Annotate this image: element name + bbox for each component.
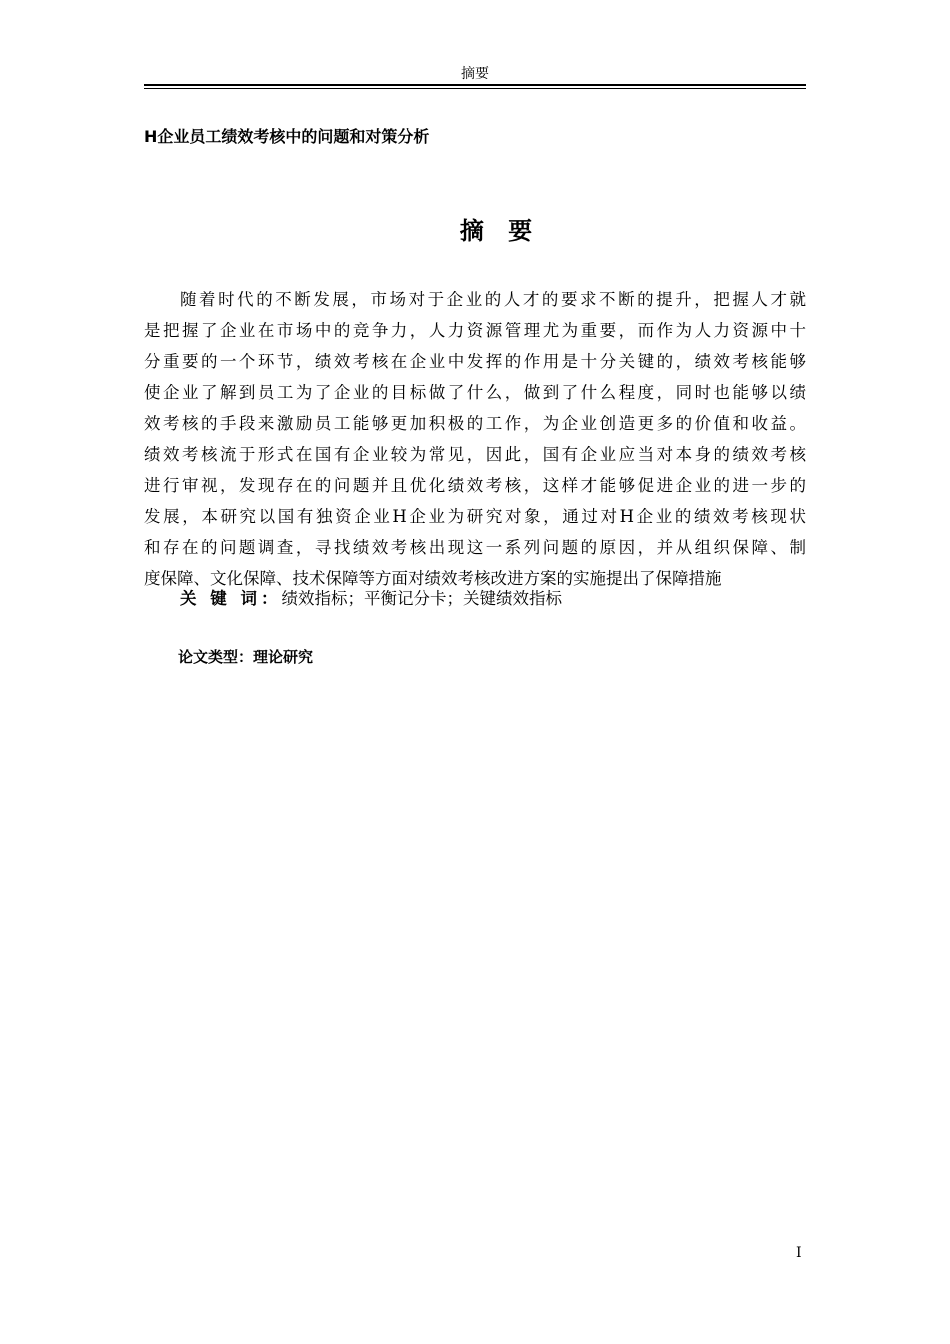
abstract-line: 使企业了解到员工为了企业的目标做了什么，做到了什么程度，同时也能够以绩: [144, 383, 806, 402]
abstract-body: [144, 284, 806, 594]
keywords-label: 关 键 词：: [180, 589, 282, 608]
paper-type: 论文类型：理论研究: [178, 648, 314, 666]
thesis-title: H企业员工绩效考核中的问题和对策分析: [144, 127, 430, 146]
abstract-line: 分重要的一个环节，绩效考核在企业中发挥的作用是十分关键的，绩效考核能够: [144, 352, 806, 371]
header-rule-thin: [144, 88, 806, 89]
page-number: I: [796, 1245, 802, 1261]
abstract-line: 效考核的手段来激励员工能够更加积极的工作，为企业创造更多的价值和收益。: [144, 414, 806, 433]
abstract-line: 随着时代的不断发展，市场对于企业的人才的要求不断的提升，把握人才就: [180, 290, 806, 309]
abstract-line: 度保障、文化保障、技术保障等方面对绩效考核改进方案的实施提出了保障措施: [144, 569, 722, 588]
keywords: [180, 586, 562, 612]
keywords-value: 绩效指标；平衡记分卡；关键绩效指标: [281, 589, 562, 608]
abstract-line: 进行审视，发现存在的问题并且优化绩效考核，这样才能够促进企业的进一步的: [144, 476, 806, 495]
header-rule-thick: [144, 84, 806, 86]
running-header: 摘要: [461, 66, 489, 82]
abstract-heading: 摘 要: [459, 217, 541, 245]
abstract-line: 和存在的问题调查，寻找绩效考核出现这一系列问题的原因，并从组织保障、制: [144, 538, 806, 557]
abstract-line: 是把握了企业在市场中的竞争力，人力资源管理尤为重要，而作为人力资源中十: [144, 321, 806, 340]
abstract-line: 绩效考核流于形式在国有企业较为常见，因此，国有企业应当对本身的绩效考核: [144, 445, 806, 464]
abstract-line: 发展，本研究以国有独资企业H企业为研究对象，通过对H企业的绩效考核现状: [144, 507, 806, 526]
